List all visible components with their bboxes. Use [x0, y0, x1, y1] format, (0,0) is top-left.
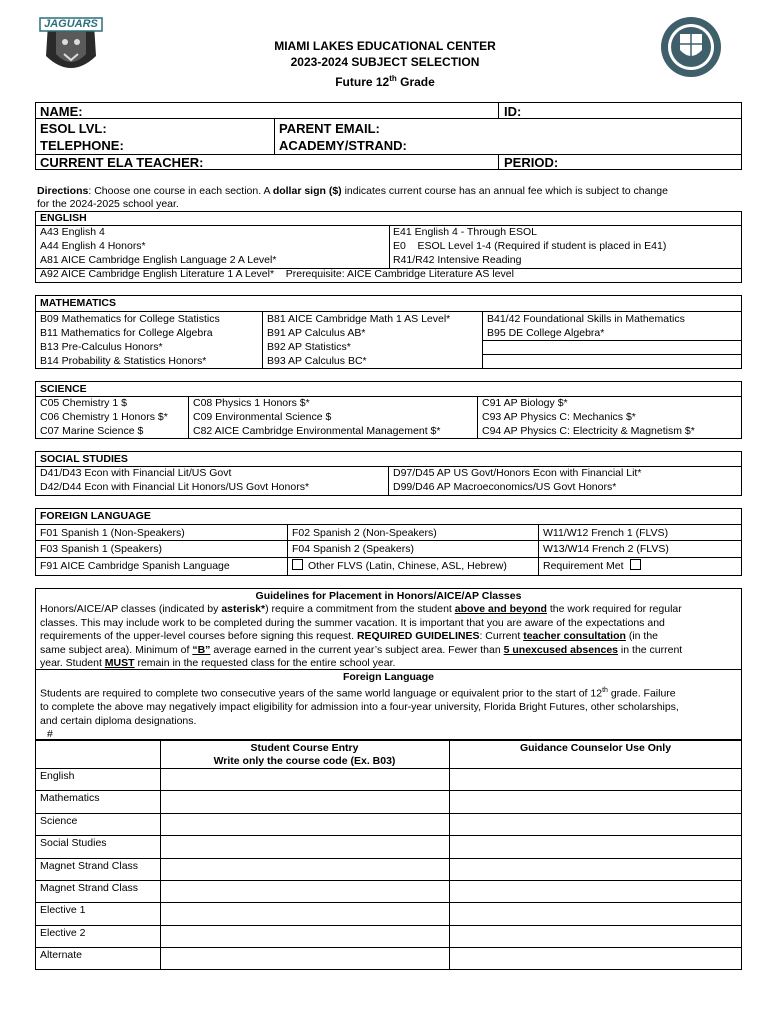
grade-heading: Future 12th Grade	[335, 74, 435, 89]
counselor-entry-field[interactable]	[450, 948, 741, 969]
other-flvs-option[interactable]: Other FLVS (Latin, Chinese, ASL, Hebrew)	[292, 559, 507, 574]
ela-teacher-label[interactable]: CURRENT ELA TEACHER:	[40, 155, 204, 170]
school-name: MIAMI LAKES EDUCATIONAL CENTER	[274, 39, 496, 53]
counselor-entry-field[interactable]	[450, 926, 741, 947]
science-option[interactable]: C91 AP Biology $*	[482, 397, 568, 409]
social-studies-option[interactable]: D41/D43 Econ with Financial Lit/US Govt	[40, 467, 232, 479]
course-entry-row-label: Elective 1	[40, 904, 86, 916]
course-entry-row-label: Magnet Strand Class	[40, 882, 139, 894]
foreign-language-option[interactable]: F02 Spanish 2 (Non-Speakers)	[292, 527, 437, 539]
foreign-language-note-text: Students are required to complete two consecutive years of the same world language or equivalent prior to the start of 12th grade. Failure to complete the above may negatively impact eligibility for admission into a four-year university, Florida Bright Futures, other scholarships, and certain diploma designations.	[40, 687, 679, 727]
english-option[interactable]: A43 English 4	[40, 226, 105, 238]
science-option[interactable]: C05 Chemistry 1 $	[40, 397, 127, 409]
science-option[interactable]: C94 AP Physics C: Electricity & Magnetism $*	[482, 425, 695, 437]
counselor-entry-field[interactable]	[450, 836, 741, 857]
student-entry-subheader: Write only the course code (Ex. B03)	[213, 755, 396, 767]
math-option[interactable]: B93 AP Calculus BC*	[267, 355, 367, 367]
math-option[interactable]: B92 AP Statistics*	[267, 341, 351, 353]
math-option[interactable]: B81 AICE Cambridge Math 1 AS Level*	[267, 313, 451, 325]
math-option[interactable]: B14 Probability & Statistics Honors*	[40, 355, 207, 367]
name-label[interactable]: NAME:	[40, 104, 83, 119]
requirement-met-option[interactable]: Requirement Met	[543, 559, 646, 574]
course-code-entry-field[interactable]	[161, 769, 449, 790]
social-studies-option[interactable]: D42/D44 Econ with Financial Lit Honors/US Govt Honors*	[40, 481, 310, 493]
counselor-entry-field[interactable]	[450, 859, 741, 880]
form-title: 2023-2024 SUBJECT SELECTION	[290, 55, 480, 69]
telephone-label[interactable]: TELEPHONE:	[40, 138, 124, 153]
course-code-entry-field[interactable]	[161, 814, 449, 835]
social-studies-title: SOCIAL STUDIES	[40, 453, 128, 465]
math-option[interactable]: B13 Pre-Calculus Honors*	[40, 341, 163, 353]
science-option[interactable]: C06 Chemistry 1 Honors $*	[40, 411, 168, 423]
course-entry-row-label: Social Studies	[40, 837, 107, 849]
social-studies-option[interactable]: D99/D46 AP Macroeconomics/US Govt Honors*	[393, 481, 617, 493]
course-code-entry-field[interactable]	[161, 859, 449, 880]
social-studies-option[interactable]: D97/D45 AP US Govt/Honors Econ with Financial Lit*	[393, 467, 642, 479]
math-option[interactable]: B11 Mathematics for College Algebra	[40, 327, 213, 339]
parent-email-label[interactable]: PARENT EMAIL:	[279, 121, 380, 136]
course-code-entry-field[interactable]	[161, 836, 449, 857]
guidelines-title: Guidelines for Placement in Honors/AICE/AP Classes	[255, 590, 522, 602]
math-option[interactable]: B41/42 Foundational Skills in Mathematics	[487, 313, 685, 325]
foreign-language-option[interactable]: F03 Spanish 1 (Speakers)	[40, 543, 162, 555]
period-label[interactable]: PERIOD:	[504, 155, 559, 170]
science-option[interactable]: C07 Marine Science $	[40, 425, 144, 437]
checkbox-icon[interactable]	[630, 559, 641, 570]
foreign-language-option[interactable]: F91 AICE Cambridge Spanish Language	[40, 560, 230, 572]
counselor-use-header: Guidance Counselor Use Only	[519, 742, 672, 754]
course-entry-row-label: Magnet Strand Class	[40, 860, 139, 872]
counselor-entry-field[interactable]	[450, 903, 741, 924]
english-option[interactable]: A44 English 4 Honors*	[40, 240, 146, 252]
course-entry-row-label: Science	[40, 815, 78, 827]
science-option[interactable]: C82 AICE Cambridge Environmental Management $*	[193, 425, 441, 437]
science-title: SCIENCE	[40, 383, 87, 395]
course-code-entry-field[interactable]	[161, 903, 449, 924]
english-option[interactable]: A81 AICE Cambridge English Language 2 A Level*	[40, 254, 277, 266]
course-code-entry-field[interactable]	[161, 926, 449, 947]
counselor-entry-field[interactable]	[450, 791, 741, 812]
foreign-language-note-title: Foreign Language	[342, 671, 434, 683]
course-code-entry-field[interactable]	[161, 791, 449, 812]
course-code-entry-field[interactable]	[161, 948, 449, 969]
foreign-language-title: FOREIGN LANGUAGE	[40, 510, 151, 522]
english-option[interactable]: A92 AICE Cambridge English Literature 1 A Level* Prerequisite: AICE Cambridge Literature AS level	[40, 268, 514, 280]
course-entry-row-label: Elective 2	[40, 927, 86, 939]
course-entry-row-label: Alternate	[40, 949, 83, 961]
foreign-language-option[interactable]: W11/W12 French 1 (FLVS)	[543, 527, 669, 539]
math-option[interactable]: B95 DE College Algebra*	[487, 327, 605, 339]
directions-text-line2: for the 2024-2025 school year.	[37, 198, 179, 210]
math-title: MATHEMATICS	[40, 297, 117, 309]
directions-text: Directions: Choose one course in each section. A dollar sign ($) indicates current course has an annual fee which is subject to change	[37, 185, 668, 197]
academy-strand-label[interactable]: ACADEMY/STRAND:	[279, 138, 407, 153]
guidelines-text: Honors/AICE/AP classes (indicated by asterisk*) require a commitment from the student above and beyond the work required for regular classes. This may include work to be completed during the summer vacation. It is important that you are aware of the expectations and requirements of the upper-level courses before signing this request. REQUIRED GUIDELINES: Current teacher consultation (in the same subject area). Minimum of “B” average earned in the current year’s subject area. Fewer than 5 unexcused absences in the current year. Student MUST remain in the requested class for the entire school year.	[40, 603, 683, 670]
foreign-language-option[interactable]: F01 Spanish 1 (Non-Speakers)	[40, 527, 185, 539]
jaguars-logo-text: JAGUARS	[44, 18, 98, 30]
foreign-language-option[interactable]: F04 Spanish 2 (Speakers)	[292, 543, 414, 555]
id-label[interactable]: ID:	[504, 104, 522, 119]
science-option[interactable]: C09 Environmental Science $	[193, 411, 332, 423]
esol-level-label[interactable]: ESOL LVL:	[40, 121, 107, 136]
english-title: ENGLISH	[40, 212, 87, 224]
foreign-language-option[interactable]: W13/W14 French 2 (FLVS)	[543, 543, 669, 555]
course-entry-row-label: Mathematics	[40, 792, 100, 804]
checkbox-icon[interactable]	[292, 559, 303, 570]
english-option[interactable]: E0 ESOL Level 1-4 (Required if student is placed in E41)	[393, 240, 667, 252]
math-option[interactable]: B09 Mathematics for College Statistics	[40, 313, 220, 325]
counselor-entry-field[interactable]	[450, 881, 741, 902]
student-entry-header: Student Course Entry	[250, 742, 359, 754]
course-entry-row-label: English	[40, 770, 75, 782]
counselor-entry-field[interactable]	[450, 814, 741, 835]
math-option[interactable]: B91 AP Calculus AB*	[267, 327, 366, 339]
english-option[interactable]: E41 English 4 - Through ESOL	[393, 226, 537, 238]
english-option[interactable]: R41/R42 Intensive Reading	[393, 254, 522, 266]
science-option[interactable]: C08 Physics 1 Honors $*	[193, 397, 310, 409]
science-option[interactable]: C93 AP Physics C: Mechanics $*	[482, 411, 636, 423]
hash-mark: #	[47, 728, 53, 740]
counselor-entry-field[interactable]	[450, 769, 741, 790]
course-code-entry-field[interactable]	[161, 881, 449, 902]
